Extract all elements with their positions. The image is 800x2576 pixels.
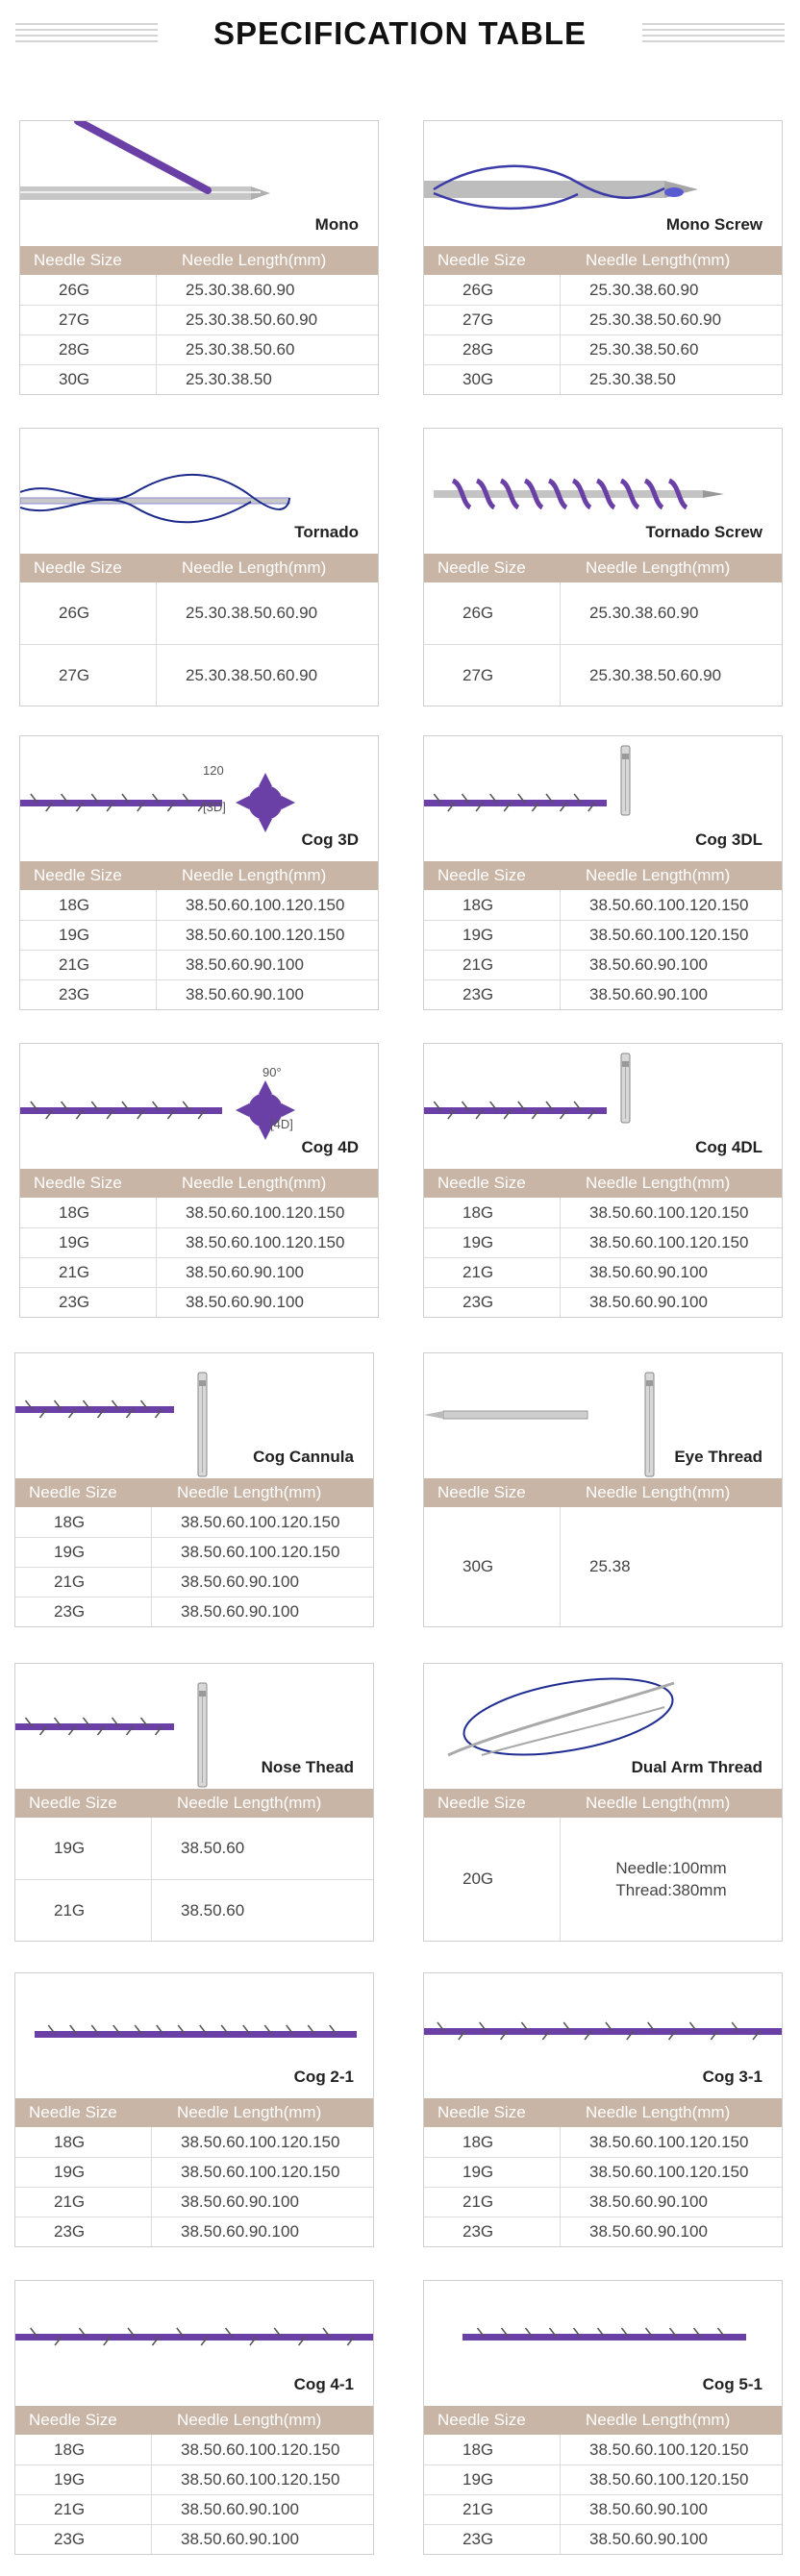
needle-length-cell: 38.50.60.90.100	[181, 1573, 299, 1591]
spec-card-tornado	[19, 428, 379, 706]
needle-size-cell: 19G	[424, 2158, 561, 2187]
spec-card-nose-thread	[14, 1663, 374, 1942]
product-name: Cog 4DL	[695, 1138, 762, 1156]
product-name: Tornado	[294, 523, 359, 541]
table-row	[424, 950, 782, 979]
needle-size-cell: 19G	[424, 1228, 561, 1257]
table-row	[20, 1227, 378, 1257]
needle-size-cell: 21G	[424, 2188, 561, 2217]
header-needle-size: Needle Size	[438, 1483, 526, 1501]
needle-length-cell: 25.30.38.60.90	[589, 604, 699, 622]
needle-size-cell: 27G	[424, 306, 561, 334]
needle-size-cell: 18G	[424, 2127, 561, 2157]
table-row	[20, 644, 378, 706]
table-header	[15, 2406, 373, 2435]
table-row	[20, 1198, 378, 1227]
table-row	[20, 950, 378, 979]
table-body	[424, 890, 782, 1009]
header-needle-length: Needle Length(mm)	[177, 1483, 322, 1501]
table-body	[20, 582, 378, 706]
needle-length-cell: 25.30.38.50.60	[186, 340, 295, 359]
product-name: Eye Thread	[674, 1448, 762, 1466]
table-row	[15, 2217, 373, 2246]
table-row	[424, 644, 782, 706]
table-row	[20, 1257, 378, 1287]
needle-size-cell: 19G	[20, 1228, 157, 1257]
table-body	[20, 1198, 378, 1317]
product-image	[424, 1973, 782, 2098]
needle-size-cell: 23G	[424, 2217, 561, 2246]
needle-length-cell: 38.50.60.90.100	[181, 1602, 299, 1621]
table-body	[424, 1507, 782, 1626]
needle-length-cell: 38.50.60	[181, 1900, 245, 1920]
needle-size-cell: 26G	[424, 275, 561, 305]
table-row	[424, 2435, 782, 2465]
header-needle-length: Needle Length(mm)	[182, 558, 327, 577]
table-row	[424, 920, 782, 950]
product-image	[20, 121, 378, 246]
table-body	[15, 1507, 373, 1626]
spec-card-cog-2-1	[14, 1972, 374, 2247]
needle-size-cell: 18G	[424, 890, 561, 920]
needle-length-cell: 38.50.60.100.120.150	[181, 1512, 340, 1531]
needle-length-cell: 38.50.60.90.100	[589, 1293, 708, 1311]
table-header	[424, 2406, 782, 2435]
table-row	[15, 1879, 373, 1941]
header-needle-length: Needle Length(mm)	[177, 2411, 322, 2429]
needle-size-cell: 27G	[20, 645, 157, 706]
table-row	[424, 2187, 782, 2217]
table-row	[20, 890, 378, 920]
table-header	[424, 2098, 782, 2127]
product-name: Cog 2-1	[293, 2068, 354, 2086]
header-needle-size: Needle Size	[438, 251, 526, 269]
needle-size-cell: 18G	[20, 1198, 157, 1227]
table-row	[424, 2127, 782, 2157]
needle-size-cell: 21G	[424, 951, 561, 979]
table-row	[15, 1818, 373, 1879]
needle-size-cell: 19G	[15, 1538, 152, 1567]
table-row	[424, 305, 782, 334]
needle-size-cell: 30G	[424, 365, 561, 394]
header-needle-length: Needle Length(mm)	[586, 251, 731, 269]
needle-length-cell: 38.50.60.90.100	[589, 2192, 708, 2211]
spec-card-tornado-screw	[423, 428, 783, 706]
needle-length-cell: 38.50.60.100.120.150	[181, 2163, 340, 2181]
needle-length-cell: 38.50.60.90.100	[589, 955, 708, 974]
needle-size-cell: 21G	[424, 1258, 561, 1287]
product-name: Dual Arm Thread	[631, 1758, 762, 1776]
needle-size-cell: 23G	[15, 1598, 152, 1626]
needle-length-cell: 38.50.60.100.120.150	[589, 895, 749, 914]
header-decoration-right	[642, 23, 785, 44]
needle-length-cell: 38.50.60.90.100	[186, 1293, 304, 1311]
table-row	[424, 1818, 782, 1941]
needle-size-cell: 23G	[424, 2525, 561, 2554]
needle-size-cell: 19G	[15, 2465, 152, 2494]
needle-size-cell: 18G	[20, 890, 157, 920]
svg-text:120: 120	[203, 763, 224, 778]
spec-card-eye-thread	[423, 1352, 783, 1627]
table-header	[20, 1169, 378, 1198]
product-image	[20, 736, 378, 861]
table-row	[20, 334, 378, 364]
product-image	[20, 1044, 378, 1169]
svg-text:[3D]: [3D]	[203, 800, 226, 814]
needle-length-cell: 25.30.38.60.90	[186, 280, 295, 299]
table-body	[424, 1818, 782, 1941]
table-header	[15, 1789, 373, 1818]
table-row	[15, 2127, 373, 2157]
table-row	[20, 920, 378, 950]
table-header	[424, 861, 782, 890]
header-needle-size: Needle Size	[438, 2411, 526, 2429]
needle-length-cell: 38.50.60.90.100	[186, 985, 304, 1003]
table-body	[15, 2435, 373, 2554]
product-image	[15, 1973, 373, 2098]
table-row	[424, 2524, 782, 2554]
needle-size-cell: 28G	[20, 335, 157, 364]
product-image	[15, 1664, 373, 1789]
needle-size-cell: 23G	[20, 980, 157, 1009]
needle-size-cell: 21G	[20, 1258, 157, 1287]
product-name: Cog 4D	[301, 1138, 359, 1156]
header-needle-size: Needle Size	[438, 1174, 526, 1192]
needle-length-cell: 38.50.60.100.120.150	[186, 895, 345, 914]
table-body	[15, 2127, 373, 2246]
table-body	[424, 275, 782, 394]
needle-size-cell: 21G	[15, 1568, 152, 1597]
svg-text:90°: 90°	[262, 1065, 282, 1079]
needle-length-cell: 38.50.60.90.100	[589, 2500, 708, 2518]
needle-length-cell: 25.30.38.50.60.90	[589, 665, 722, 684]
table-row	[424, 364, 782, 394]
table-body	[424, 2435, 782, 2554]
header-needle-size: Needle Size	[438, 1794, 526, 1812]
product-image	[15, 1353, 373, 1478]
needle-length-cell: 38.50.60.100.120.150	[181, 1543, 340, 1561]
product-image	[424, 1664, 782, 1789]
table-row	[20, 582, 378, 644]
needle-length-cell: 38.50.60.100.120.150	[186, 1233, 345, 1251]
spec-card-cog-3d	[19, 735, 379, 1010]
table-row	[424, 2157, 782, 2187]
needle-size-cell: 27G	[20, 306, 157, 334]
needle-length-cell: 38.50.60.100.120.150	[589, 1233, 749, 1251]
table-row	[15, 2524, 373, 2554]
needle-length-cell: 25.30.38.50	[589, 370, 676, 388]
header-needle-size: Needle Size	[438, 2103, 526, 2121]
spec-card-mono	[19, 120, 379, 395]
page-title: SPECIFICATION TABLE	[212, 15, 588, 51]
needle-length-cell: 38.50.60.90.100	[589, 2222, 708, 2241]
header-needle-length: Needle Length(mm)	[586, 2103, 731, 2121]
table-header	[424, 246, 782, 275]
table-row	[424, 582, 782, 644]
needle-size-cell: 20G	[424, 1818, 561, 1941]
table-row	[15, 1507, 373, 1537]
needle-size-cell: 18G	[424, 2435, 561, 2465]
table-body	[424, 1198, 782, 1317]
needle-length-cell: 38.50.60.100.120.150	[589, 2440, 749, 2459]
needle-size-cell: 30G	[20, 365, 157, 394]
needle-size-cell: 23G	[20, 1288, 157, 1317]
needle-length-cell: 25.30.38.50	[186, 370, 272, 388]
table-row	[20, 275, 378, 305]
needle-size-cell: 23G	[424, 1288, 561, 1317]
needle-length-cell: 38.50.60.90.100	[186, 1263, 304, 1281]
needle-length-cell: 38.50.60.90.100	[589, 985, 708, 1003]
table-row	[424, 1257, 782, 1287]
table-row	[15, 2187, 373, 2217]
needle-size-cell: 21G	[15, 1880, 152, 1941]
needle-size-cell: 23G	[15, 2525, 152, 2554]
product-name: Cog 3D	[301, 830, 359, 849]
header-needle-size: Needle Size	[29, 1483, 117, 1501]
header-needle-length: Needle Length(mm)	[182, 251, 327, 269]
product-name: Cog 3DL	[695, 830, 762, 849]
product-name: Cog 4-1	[293, 2375, 354, 2393]
needle-size-cell: 21G	[424, 2495, 561, 2524]
needle-length-cell: 38.50.60.100.120.150	[181, 2132, 340, 2151]
table-row	[15, 2465, 373, 2494]
header-needle-length: Needle Length(mm)	[586, 1483, 731, 1501]
product-image	[424, 429, 782, 554]
product-name: Cog Cannula	[253, 1448, 354, 1466]
table-row	[424, 1507, 782, 1626]
needle-size-cell: 18G	[15, 1507, 152, 1537]
table-body	[424, 582, 782, 706]
table-row	[15, 1567, 373, 1597]
header-needle-size: Needle Size	[29, 2411, 117, 2429]
needle-length-cell: 38.50.60.100.120.150	[181, 2470, 340, 2489]
needle-length-cell: 38.50.60.90.100	[589, 1263, 708, 1281]
header-needle-size: Needle Size	[438, 866, 526, 884]
needle-size-cell: 21G	[15, 2188, 152, 2217]
table-row	[15, 2494, 373, 2524]
needle-length-cell: 38.50.60.90.100	[181, 2192, 299, 2211]
needle-size-cell: 19G	[15, 2158, 152, 2187]
product-image	[15, 2281, 373, 2406]
header-needle-length: Needle Length(mm)	[586, 866, 731, 884]
needle-length-cell: 25.30.38.50.60.90	[589, 310, 722, 329]
needle-length-cell: 38.50.60.100.120.150	[589, 1202, 749, 1222]
table-row	[20, 364, 378, 394]
needle-size-cell: 26G	[20, 582, 157, 644]
table-header	[15, 1478, 373, 1507]
header-needle-length: Needle Length(mm)	[586, 1174, 731, 1192]
product-image	[424, 1044, 782, 1169]
product-image	[424, 736, 782, 861]
table-row	[424, 2217, 782, 2246]
table-row	[424, 1227, 782, 1257]
needle-length-cell: Needle:100mm Thread:380mm	[615, 1859, 727, 1899]
spec-card-cog-cannula	[14, 1352, 374, 1627]
needle-size-cell: 21G	[20, 951, 157, 979]
product-name: Tornado Screw	[645, 523, 762, 541]
table-header	[424, 1169, 782, 1198]
needle-length-cell: 38.50.60.100.120.150	[186, 926, 345, 944]
spec-card-mono-screw	[423, 120, 783, 395]
spec-card-cog-5-1	[423, 2280, 783, 2555]
needle-length-cell: 38.50.60.100.120.150	[589, 2470, 749, 2489]
header-needle-length: Needle Length(mm)	[586, 1794, 731, 1812]
header-needle-size: Needle Size	[29, 2103, 117, 2121]
product-name: Mono	[314, 215, 359, 234]
needle-length-cell: 38.50.60.100.120.150	[589, 926, 749, 944]
table-header	[20, 246, 378, 275]
needle-size-cell: 18G	[15, 2435, 152, 2465]
needle-length-cell: 38.50.60.90.100	[181, 2530, 299, 2548]
product-image	[424, 1353, 782, 1478]
table-header	[424, 554, 782, 582]
product-name: Mono Screw	[665, 215, 762, 234]
spec-card-cog-3-1	[423, 1972, 783, 2247]
header-needle-length: Needle Length(mm)	[177, 2103, 322, 2121]
table-row	[20, 979, 378, 1009]
needle-length-cell: 38.50.60.90.100	[181, 2222, 299, 2241]
table-row	[424, 2465, 782, 2494]
needle-size-cell: 28G	[424, 335, 561, 364]
needle-length-cell: 38.50.60.100.120.150	[589, 2132, 749, 2151]
header-needle-length: Needle Length(mm)	[586, 2411, 731, 2429]
header-needle-length: Needle Length(mm)	[182, 1174, 327, 1192]
needle-length-cell: 38.50.60	[181, 1839, 245, 1857]
table-header	[20, 861, 378, 890]
needle-length-cell: 25.30.38.50.60.90	[186, 310, 318, 329]
needle-size-cell: 23G	[15, 2217, 152, 2246]
needle-size-cell: 19G	[424, 2465, 561, 2494]
needle-size-cell: 30G	[424, 1507, 561, 1626]
table-row	[424, 890, 782, 920]
header-needle-size: Needle Size	[438, 558, 526, 577]
table-body	[20, 890, 378, 1009]
needle-length-cell: 38.50.60.100.120.150	[181, 2440, 340, 2459]
header-needle-size: Needle Size	[34, 866, 122, 884]
needle-length-cell: 25.30.38.50.60.90	[186, 604, 318, 622]
table-body	[20, 275, 378, 394]
header-needle-size: Needle Size	[34, 1174, 122, 1192]
needle-size-cell: 18G	[15, 2127, 152, 2157]
product-name: Cog 5-1	[702, 2375, 762, 2393]
table-row	[424, 1287, 782, 1317]
product-name: Nose Thead	[261, 1758, 354, 1776]
needle-size-cell: 18G	[424, 1198, 561, 1227]
spec-card-cog-4-1	[14, 2280, 374, 2555]
header-needle-size: Needle Size	[34, 558, 122, 577]
header-needle-length: Needle Length(mm)	[177, 1794, 322, 1812]
needle-length-cell: 25.30.38.50.60.90	[186, 665, 318, 684]
table-header	[424, 1789, 782, 1818]
needle-length-cell: 25.30.38.60.90	[589, 280, 699, 299]
table-row	[15, 2157, 373, 2187]
needle-length-cell: 38.50.60.90.100	[589, 2530, 708, 2548]
spec-card-cog-4d	[19, 1043, 379, 1318]
page-header	[0, 0, 800, 87]
spec-card-cog-4dl	[423, 1043, 783, 1318]
needle-length-cell: 38.50.60.90.100	[186, 955, 304, 974]
table-header	[15, 2098, 373, 2127]
table-header	[424, 1478, 782, 1507]
product-image	[424, 121, 782, 246]
product-image	[20, 429, 378, 554]
header-needle-length: Needle Length(mm)	[586, 558, 731, 577]
needle-length-cell: 38.50.60.90.100	[181, 2500, 299, 2518]
needle-size-cell: 19G	[20, 921, 157, 950]
needle-length-cell: 38.50.60.100.120.150	[589, 2163, 749, 2181]
product-image	[424, 2281, 782, 2406]
needle-length-cell: 38.50.60.100.120.150	[186, 1202, 345, 1222]
header-needle-size: Needle Size	[29, 1794, 117, 1812]
needle-size-cell: 19G	[424, 921, 561, 950]
needle-size-cell: 26G	[424, 582, 561, 644]
needle-size-cell: 26G	[20, 275, 157, 305]
product-name: Cog 3-1	[702, 2068, 762, 2086]
table-row	[424, 275, 782, 305]
spec-card-cog-3dl	[423, 735, 783, 1010]
needle-size-cell: 27G	[424, 645, 561, 706]
table-row	[20, 305, 378, 334]
needle-size-cell: 19G	[15, 1818, 152, 1879]
table-row	[424, 2494, 782, 2524]
needle-size-cell: 21G	[15, 2495, 152, 2524]
table-body	[424, 2127, 782, 2246]
table-header	[20, 554, 378, 582]
table-row	[15, 2435, 373, 2465]
needle-length-cell: 25.30.38.50.60	[589, 340, 699, 359]
table-row	[424, 1198, 782, 1227]
table-row	[424, 979, 782, 1009]
header-needle-length: Needle Length(mm)	[182, 866, 327, 884]
table-row	[20, 1287, 378, 1317]
needle-size-cell: 23G	[424, 980, 561, 1009]
svg-text:[4D]: [4D]	[270, 1117, 293, 1131]
table-row	[424, 334, 782, 364]
header-needle-size: Needle Size	[34, 251, 122, 269]
table-row	[15, 1597, 373, 1626]
spec-card-dual-arm-thread	[423, 1663, 783, 1942]
needle-length-cell: 25.38	[589, 1557, 631, 1575]
table-body	[15, 1818, 373, 1941]
table-row	[15, 1537, 373, 1567]
